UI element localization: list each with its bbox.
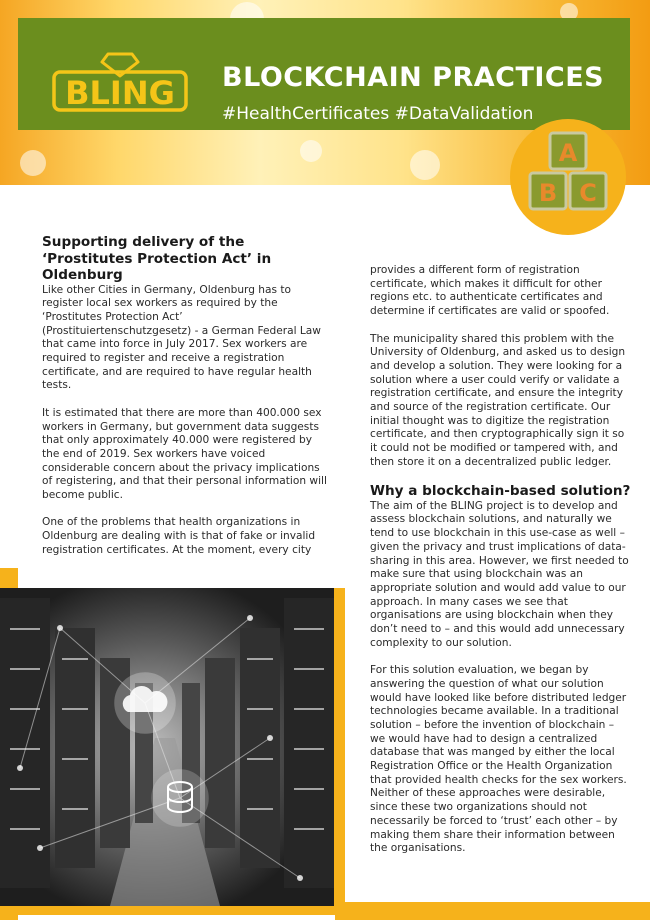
paragraph: It is estimated that there are more than 400.000 sex workers in Germany, but government data suggests that only approximately 40.000 were registered by the end of 2019. Sex workers have voiced considerable concern about the privacy implications of registering, and that their personal information will become public. — [42, 406, 327, 502]
section-heading-oldenburg: Supporting delivery of the ‘Prostitutes Protection Act’ in Oldenburg — [42, 234, 272, 283]
server-room-photo — [0, 588, 334, 906]
header-tags: #HealthCertificates #DataValidation — [222, 104, 534, 124]
database-icon — [152, 770, 208, 826]
cloud-icon — [115, 673, 175, 733]
paragraph: provides a different form of registration certificate, which makes it difficult for other regions etc. to authenticate certificates and determine if certificates are valid or spoofed. — [370, 264, 610, 318]
bling-logo — [50, 50, 190, 114]
paragraph: One of the problems that health organizations in Oldenburg are dealing with is that of fake or invalid registration certificates. At the moment, every city — [42, 516, 316, 556]
paragraph: The aim of the BLING project is to develop and assess blockchain solutions, and naturally we tend to use blockchain in this use-case as well – given the privacy and trust implications of data-sharing in this area. However, we first needed to make sure that using blockchain was an appropriate solution and would add value to our approach. In many cases we see that organisations are using blockchain when they don’t need to – and this would add unnecessary complexity to our solution. — [370, 499, 629, 649]
page-title: BLOCKCHAIN PRACTICES — [222, 62, 605, 93]
paragraph: For this solution evaluation, we began by answering the question of what our solution would have looked like before distributed ledger technologies became available. In a traditional solution – before the invention of blockchain – we would have had to design a centralized database that was manged by either the local Registration Office or the Health Organization that provided health checks for the sex workers. Neither of these approaches were desirable, since these two organizations should not necessarily be forced to ‘trust’ each other – by making them share their information between the organisations. — [370, 664, 627, 855]
right-column — [370, 264, 632, 870]
paragraph: Like other Cities in Germany, Oldenburg has to register local sex workers as required by the ‘Prostitutes Protection Act’ (Prostituiertenschutzgesetz) - a German Federal Law that came into force in July 2017. Sex workers are required to register and receive a registration certificate, and are required to have regular health tests. — [42, 283, 321, 392]
bottom-accent-bar — [335, 902, 650, 920]
abc-blocks-icon — [508, 117, 628, 237]
logo-text: BLING — [65, 74, 175, 112]
left-column — [42, 234, 332, 571]
section-heading-why-blockchain: Why a blockchain-based solution? — [370, 483, 631, 500]
block-letter-a: A — [558, 139, 578, 167]
paragraph: The municipality shared this problem with the University of Oldenburg, and asked us to design and develop a solution. They were looking for a solution where a user could verify or validate a registration certificate, and ensure the integrity and source of the registration certificate. Our initial thought was to digitize the registration certificate, and then cryptographically sign it so it could not be modified or tampered with, and then store it on a decentralized public ledger. — [370, 332, 626, 468]
block-letter-c: C — [579, 179, 597, 207]
block-letter-b: B — [538, 179, 558, 207]
